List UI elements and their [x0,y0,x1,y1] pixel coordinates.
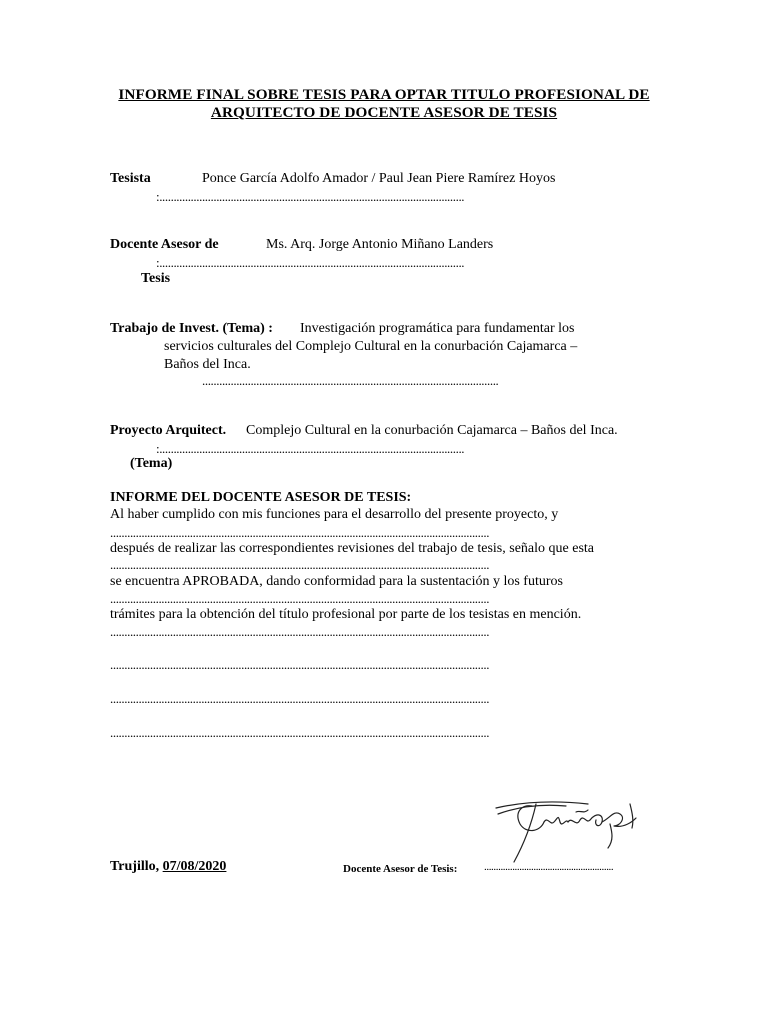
footer-city-label: Trujillo, [110,859,160,874]
tesista-label: Tesista [110,171,151,186]
informe-line-4: trámites para la obtención del título profesional por parte de los tesistas en mención. [110,607,582,622]
asesor-dots: :........................................................................................................... [156,256,465,269]
informe-dotline: ..................................................................................................................................... [110,726,490,739]
informe-line-2: después de realizar las correspondientes revisiones del trabajo de tesis, señalo que esta [110,541,594,556]
footer-date: 07/08/2020 [162,859,227,874]
trabajo-line-3: Baños del Inca. [164,357,251,372]
proyecto-label: Proyecto Arquitect. [110,423,227,438]
tesista-value: Ponce García Adolfo Amador / Paul Jean Piere Ramírez Hoyos [202,171,556,186]
footer-city [110,860,226,874]
tesista-dots: :........................................................................................................... [156,190,465,203]
signature-image [492,792,652,864]
asesor-label-tesis: Tesis [141,271,171,286]
title-line-2: ARQUITECTO DE DOCENTE ASESOR DE TESIS [210,104,558,121]
proyecto-dots: :........................................................................................................... [156,442,465,455]
title-line-1: INFORME FINAL SOBRE TESIS PARA OPTAR TITULO PROFESIONAL DE [118,86,650,103]
footer-signer-dots: ....................................................... [484,862,614,873]
asesor-value: Ms. Arq. Jorge Antonio Miñano Landers [266,237,494,252]
proyecto-label-tema: (Tema) [130,456,173,471]
informe-dotline: ..................................................................................................................................... [110,692,490,705]
proyecto-value: Complejo Cultural en la conurbación Cajamarca – Baños del Inca. [246,423,618,438]
informe-dotline: ..................................................................................................................................... [110,526,490,539]
informe-line-3: se encuentra APROBADA, dando conformidad para la sustentación y los futuros [110,574,563,589]
footer-signer-label: Docente Asesor de Tesis: [343,863,458,875]
informe-dotline: ..................................................................................................................................... [110,558,490,571]
informe-dotline: ..................................................................................................................................... [110,625,490,638]
informe-dotline: ..................................................................................................................................... [110,658,490,671]
informe-dotline: ..................................................................................................................................... [110,592,490,605]
informe-heading: INFORME DEL DOCENTE ASESOR DE TESIS: [110,490,412,505]
document-title [100,86,668,122]
asesor-label: Docente Asesor de [110,237,219,252]
trabajo-label: Trabajo de Invest. (Tema) : [110,321,273,336]
trabajo-line-1: Investigación programática para fundamentar los [300,321,575,336]
trabajo-line-2: servicios culturales del Complejo Cultural en la conurbación Cajamarca – [164,339,578,354]
informe-line-1: Al haber cumplido con mis funciones para el desarrollo del presente proyecto, y [110,507,559,522]
trabajo-dots: ........................................................................................................ [202,374,499,387]
